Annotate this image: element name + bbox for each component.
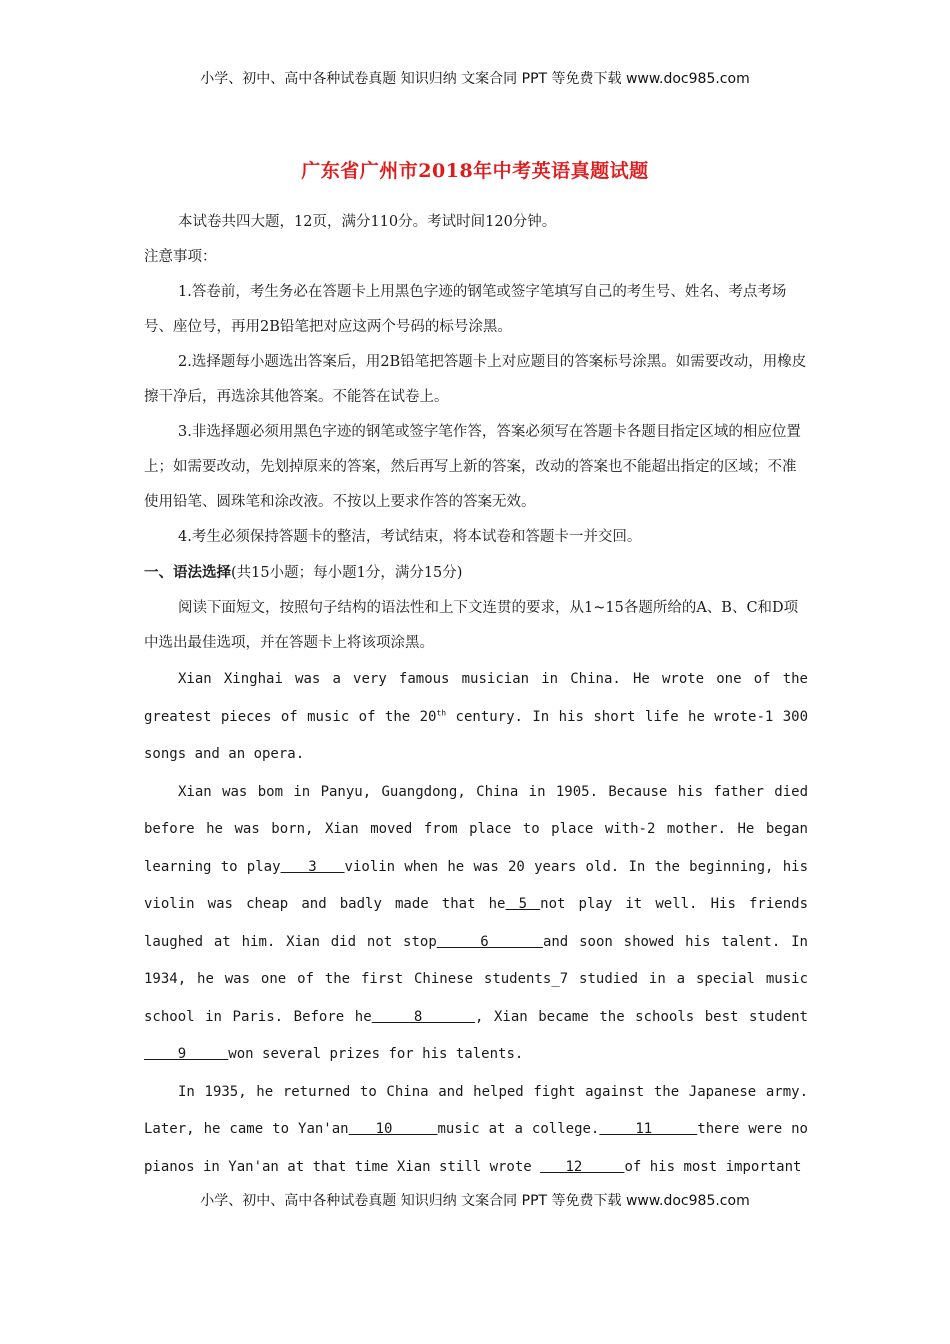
notice-heading: 注意事项： [144, 249, 217, 265]
page-footer: 小学、初中、高中各种试卷真题 知识归纳 文案合同 PPT 等免费下载 www.doc985.com [200, 1193, 750, 1209]
answer-blank-10: 10 [348, 1121, 438, 1137]
answer-blank-11: 11 [599, 1121, 698, 1137]
passage-text: Xian was bom in Panyu, Guangdong, China in 1905. Because his father died before he was born, Xian moved from place to place with-2 mother. He began learning to play [144, 783, 808, 875]
passage-text: music at a college. [437, 1121, 600, 1137]
document-title: 广东省广州市2018年中考英语真题试题 [301, 160, 649, 182]
passage-text: of his most important [624, 1158, 802, 1175]
passage-text: In 1935, he returned to China and helped fight against the Japanese army. Later, he came to Yan'an [144, 1083, 808, 1137]
answer-blank-8: 8 [371, 1008, 475, 1025]
passage-text: , Xian became the schools best student [474, 1008, 808, 1025]
notice-item: 1.答卷前，考生务必在答题卡上用黑色字迹的钢笔或签字笔填写自己的考生号、姓名、考点考场号、座位号，再用2B铅笔把对应这两个号码的标号涂黑。 [144, 284, 787, 335]
passage-paragraph-3 [144, 1074, 808, 1187]
notice-item: 4.考生必须保持答题卡的整洁，考试结束，将本试卷和答题卡一并交回。 [178, 529, 642, 545]
passage-text: and soon showed his talent. In 1934, he was one of the first Chinese students_7 studied in a special music school in Paris. Before he [144, 933, 808, 1025]
section-instruction: 阅读下面短文，按照句子结构的语法性和上下文连贯的要求，从1~15各题所给的A、B、C和D项中选出最佳选项，并在答题卡上将该项涂黑。 [144, 600, 799, 651]
passage-text: violin when he was 20 years old. In the beginning, his violin was cheap and badly made that he [144, 858, 808, 912]
passage-paragraph-1 [144, 661, 808, 774]
answer-blank-6: 6 [436, 933, 543, 950]
answer-blank-12: 12 [540, 1158, 625, 1175]
section-meta: (共15小题；每小题1分，满分15分) [231, 565, 463, 581]
passage-text: there were no pianos in Yan'an at that time Xian still wrote [144, 1121, 808, 1175]
section-title: 一、语法选择 [144, 564, 231, 581]
page-header: 小学、初中、高中各种试卷真题 知识归纳 文案合同 PPT 等免费下载 www.doc985.com [200, 71, 750, 87]
answer-blank-5: 5 [505, 896, 541, 912]
superscript: th [436, 707, 447, 717]
section-heading [144, 555, 808, 591]
answer-blank-9: 9 [144, 1046, 229, 1062]
answer-blank-3: 3 [280, 858, 345, 875]
passage-text: won several prizes for his talents. [228, 1046, 524, 1062]
document-body [144, 205, 808, 1186]
passage-text: century. In his short life he wrote-1 300 songs and an opera. [144, 708, 808, 762]
passage-text: Xian Xinghai was a very famous musician in China. He wrote one of the greatest pieces of music of the 20 [144, 671, 808, 725]
passage-text: not play it well. His friends laughed at him. Xian did not stop [144, 896, 808, 950]
passage-paragraph-2 [144, 774, 808, 1074]
intro-paragraph: 本试卷共四大题，12页，满分110分。考试时间120分钟。 [178, 214, 557, 230]
notice-item: 2.选择题每小题选出答案后，用2B铅笔把答题卡上对应题目的答案标号涂黑。如需要改动，用橡皮擦干净后，再选涂其他答案。不能答在试卷上。 [144, 354, 807, 405]
notice-item: 3.非选择题必须用黑色字迹的钢笔或签字笔作答，答案必须写在答题卡各题目指定区域的相应位置上；如需要改动，先划掉原来的答案，然后再写上新的答案，改动的答案也不能超出指定的区域；不准使用铅笔、圆珠笔和涂改液。不按以上要求作答的答案无效。 [144, 424, 801, 510]
